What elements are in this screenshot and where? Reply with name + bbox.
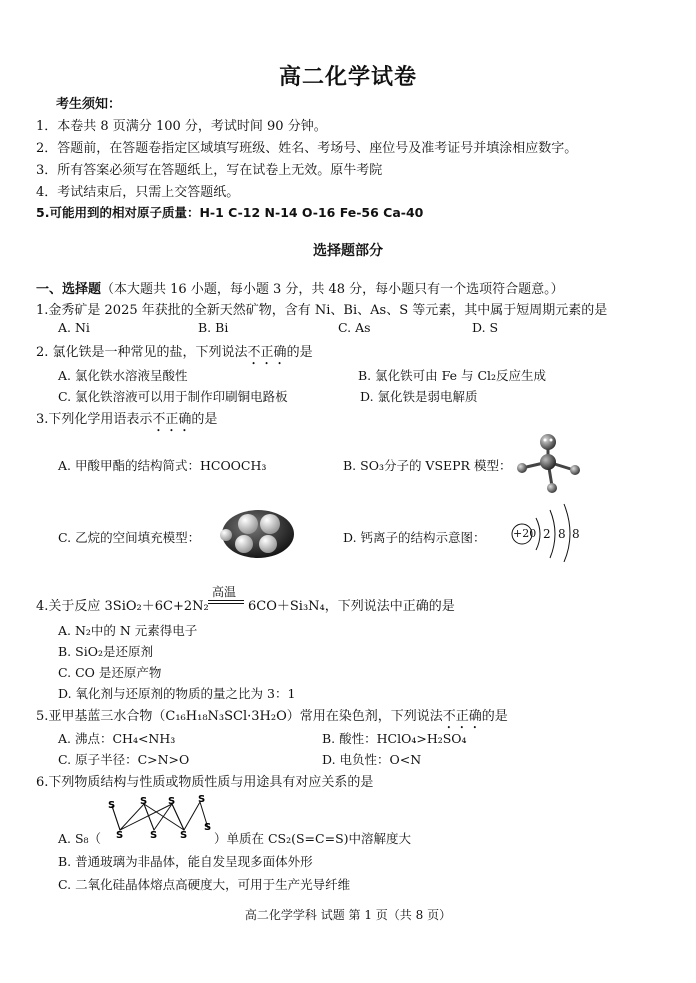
s8-atom-6: S bbox=[150, 830, 158, 840]
q3-stem-post: 的是 bbox=[191, 412, 218, 427]
q1-option-d: D. S bbox=[472, 320, 499, 335]
q4-option-d: D. 氧化剂与还原剂的物质的量之比为 3：1 bbox=[58, 686, 296, 701]
q2-option-b: B. 氯化铁可由 Fe 与 Cl₂反应生成 bbox=[358, 368, 547, 383]
q5-stem-emphasis: 不正确 bbox=[442, 709, 482, 724]
q4-arrow-line-bottom bbox=[208, 603, 244, 604]
q3-stem-pre: 3.下列化学用语表示 bbox=[36, 412, 153, 427]
q4-option-a: A. N₂中的 N 元素得电子 bbox=[58, 623, 198, 638]
s8-atom-2: S bbox=[140, 796, 148, 807]
q4-condition: 高温 bbox=[212, 585, 237, 599]
q1-stem: 1.金秀矿是 2025 年获批的全新天然矿物，含有 Ni、Bi、As、S 等元素，其中属于短周期元素的是 bbox=[36, 303, 608, 318]
calcium-nucleus-charge: +20 bbox=[513, 527, 537, 540]
q5-stem bbox=[36, 705, 508, 732]
q6-option-a-post: ）单质在 CS₂(S=C=S)中溶解度大 bbox=[214, 831, 412, 846]
calcium-ion-diagram bbox=[508, 502, 584, 562]
s8-atom-5: S bbox=[116, 830, 124, 840]
section-title: 选择题部分 bbox=[313, 243, 383, 259]
part1-header bbox=[36, 278, 564, 297]
q5-stem-post: 的是 bbox=[481, 709, 508, 724]
q2-stem-post: 的是 bbox=[286, 345, 313, 360]
s8-crown-structure-image bbox=[100, 790, 220, 840]
calcium-shell-3: 8 bbox=[572, 527, 580, 541]
q6-option-b: B. 普通玻璃为非晶体，能自发呈现多面体外形 bbox=[58, 854, 313, 869]
s8-atom-1: S bbox=[108, 800, 116, 811]
q5-option-b: B. 酸性：HClO₄>H₂SO₄ bbox=[322, 731, 467, 746]
s8-atom-8: S bbox=[204, 822, 212, 833]
q2-stem bbox=[36, 341, 313, 368]
q5-option-d: D. 电负性：O<N bbox=[322, 752, 422, 767]
q3-option-b: B. SO₃分子的 VSEPR 模型： bbox=[343, 458, 512, 473]
q4-stem-post: 6CO＋Si₃N₄，下列说法中正确的是 bbox=[248, 599, 455, 614]
notice-item-4: 4．考试结束后，只需上交答题纸。 bbox=[36, 185, 240, 200]
q4-option-b: B. SiO₂是还原剂 bbox=[58, 644, 153, 659]
q4-arrow-line-top bbox=[208, 600, 244, 601]
q2-option-c: C. 氯化铁溶液可以用于制作印刷铜电路板 bbox=[58, 389, 288, 404]
s8-atom-4: S bbox=[198, 794, 206, 805]
q5-option-c: C. 原子半径：C>N>O bbox=[58, 752, 190, 767]
q1-option-c: C. As bbox=[338, 320, 371, 335]
q6-option-c: C. 二氧化硅晶体熔点高硬度大，可用于生产光导纤维 bbox=[58, 877, 351, 892]
part1-label: 一、选择题 bbox=[36, 282, 102, 297]
q3-option-a: A. 甲酸甲酯的结构简式：HCOOCH₃ bbox=[58, 458, 267, 473]
q6-option-a-pre: A. S₈（ bbox=[58, 831, 102, 846]
q1-option-a: A. Ni bbox=[58, 320, 90, 335]
page-title: 高二化学试卷 bbox=[278, 65, 417, 90]
q4-stem-pre: 4.关于反应 3SiO₂＋6C+2N₂ bbox=[36, 599, 209, 614]
q5-option-a: A. 沸点：CH₄<NH₃ bbox=[58, 731, 176, 746]
q1-option-b: B. Bi bbox=[198, 320, 229, 335]
q3-stem-emphasis: 不正确 bbox=[152, 412, 192, 427]
q3-option-c: C. 乙烷的空间填充模型： bbox=[58, 530, 201, 545]
q3-stem bbox=[36, 408, 217, 435]
notice-item-3: 3．所有答案必须写在答题纸上，写在试卷上无效。原牛考院 bbox=[36, 163, 383, 178]
q4-option-c: C. CO 是还原产物 bbox=[58, 665, 162, 680]
ethane-space-filling-model-image bbox=[218, 508, 296, 560]
q3-option-d: D. 钙离子的结构示意图： bbox=[343, 530, 486, 545]
q2-stem-emphasis: 不正确 bbox=[247, 345, 287, 360]
q2-option-a: A. 氯化铁水溶液呈酸性 bbox=[58, 368, 188, 383]
part1-desc: （本大题共 16 小题，每小题 3 分，共 48 分，每小题只有一个选项符合题意。） bbox=[101, 282, 564, 297]
q2-stem-pre: 2. 氯化铁是一种常见的盐，下列说法 bbox=[36, 345, 248, 360]
calcium-shell-2: 8 bbox=[558, 527, 566, 541]
so3-vsepr-model-image bbox=[512, 430, 588, 502]
q6-stem: 6.下列物质结构与性质或物质性质与用途具有对应关系的是 bbox=[36, 775, 374, 790]
notice-heading: 考生须知： bbox=[56, 97, 122, 112]
calcium-shell-1: 2 bbox=[543, 527, 551, 541]
notice-item-5: 5.可能用到的相对原子质量：H-1 C-12 N-14 O-16 Fe-56 Ca-40 bbox=[36, 205, 424, 220]
page-footer: 高二化学学科 试题 第 1 页（共 8 页） bbox=[244, 908, 452, 922]
s8-atom-7: S bbox=[180, 830, 188, 840]
q2-option-d: D. 氯化铁是弱电解质 bbox=[360, 389, 478, 404]
s8-atom-3: S bbox=[168, 796, 176, 807]
notice-item-1: 1．本卷共 8 页满分 100 分，考试时间 90 分钟。 bbox=[36, 119, 327, 134]
notice-item-2: 2．答题前，在答题卷指定区域填写班级、姓名、考场号、座位号及准考证号并填涂相应数字。 bbox=[36, 141, 578, 156]
q5-stem-pre: 5.亚甲基蓝三水合物（C₁₆H₁₈N₃SCl·3H₂O）常用在染色剂，下列说法 bbox=[36, 709, 443, 724]
